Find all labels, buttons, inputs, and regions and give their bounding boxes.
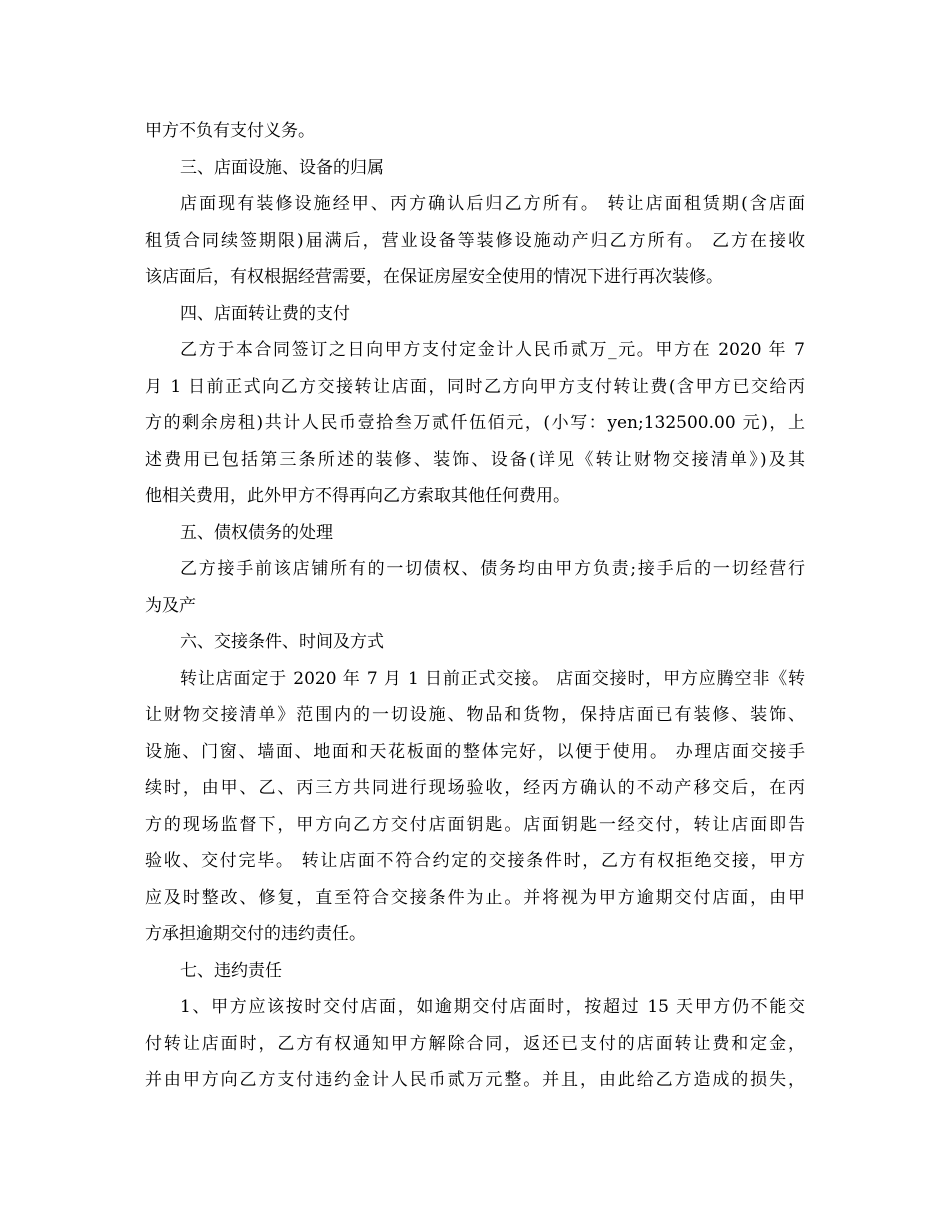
text-line: 乙方接手前该店铺所有的一切债权、债务均由甲方负责;接手后的一切经营行 <box>180 559 805 579</box>
text-line: 乙方于本合同签订之日向甲方支付定金计人民币贰万_元。甲方在 2020 年 7 <box>180 340 805 360</box>
text-line: 转让店面定于 2020 年 7 月 1 日前正式交接。 店面交接时，甲方应腾空非《转 <box>180 668 805 689</box>
section-heading-5: 五、债权债务的处理 <box>180 522 333 543</box>
text-line: 方的剩余房租)共计人民币壹拾叁万贰仟伍佰元，(小写：yen;132500.00 元)，上 <box>145 413 805 433</box>
text-line: 让财物交接清单》范围内的一切设施、物品和货物，保持店面已有装修、装饰、 <box>145 705 805 725</box>
text-line: 他相关费用，此外甲方不得再向乙方索取其他任何费用。 <box>145 486 570 506</box>
section-heading-4: 四、店面转让费的支付 <box>180 303 350 324</box>
section-heading-7: 七、违约责任 <box>180 960 282 981</box>
document-body <box>145 113 805 1099</box>
text-line: 并由甲方向乙方支付违约金计人民币贰万元整。并且，由此给乙方造成的损失， <box>145 1070 805 1090</box>
text-line: 方承担逾期交付的违约责任。 <box>145 924 366 944</box>
text-line: 付转让店面时，乙方有权通知甲方解除合同，返还已支付的店面转让费和定金， <box>145 1033 805 1054</box>
text-line: 述费用已包括第三条所述的装修、装饰、设备(详见《转让财物交接清单》)及其 <box>145 449 805 470</box>
text-line: 1、甲方应该按时交付店面，如逾期交付店面时，按超过 15 天甲方仍不能交 <box>180 997 805 1017</box>
text-line: 甲方不负有支付义务。 <box>145 121 315 141</box>
text-line: 验收、交付完毕。 转让店面不符合约定的交接条件时，乙方有权拒绝交接，甲方 <box>145 851 805 871</box>
section-heading-6: 六、交接条件、时间及方式 <box>180 632 384 652</box>
text-line: 设施、门窗、墙面、地面和天花板面的整体完好，以便于使用。 办理店面交接手 <box>145 741 805 762</box>
text-line: 该店面后，有权根据经营需要，在保证房屋安全使用的情况下进行再次装修。 <box>145 267 723 287</box>
text-line: 续时，由甲、乙、丙三方共同进行现场验收，经丙方确认的不动产移交后，在丙 <box>145 778 805 798</box>
text-line: 月 1 日前正式向乙方交接转让店面，同时乙方向甲方支付转让费(含甲方已交给丙 <box>145 376 805 397</box>
text-line: 为及产 <box>145 595 196 616</box>
text-line: 租赁合同续签期限)届满后，营业设备等装修设施动产归乙方所有。 乙方在接收 <box>145 230 805 251</box>
text-line: 方的现场监督下，甲方向乙方交付店面钥匙。店面钥匙一经交付，转让店面即告 <box>145 814 805 835</box>
text-line: 应及时整改、修复，直至符合交接条件为止。并将视为甲方逾期交付店面，由甲 <box>145 887 805 908</box>
section-heading-3: 三、店面设施、设备的归属 <box>180 157 384 178</box>
text-line: 店面现有装修设施经甲、丙方确认后归乙方所有。 转让店面租赁期(含店面 <box>180 194 805 214</box>
